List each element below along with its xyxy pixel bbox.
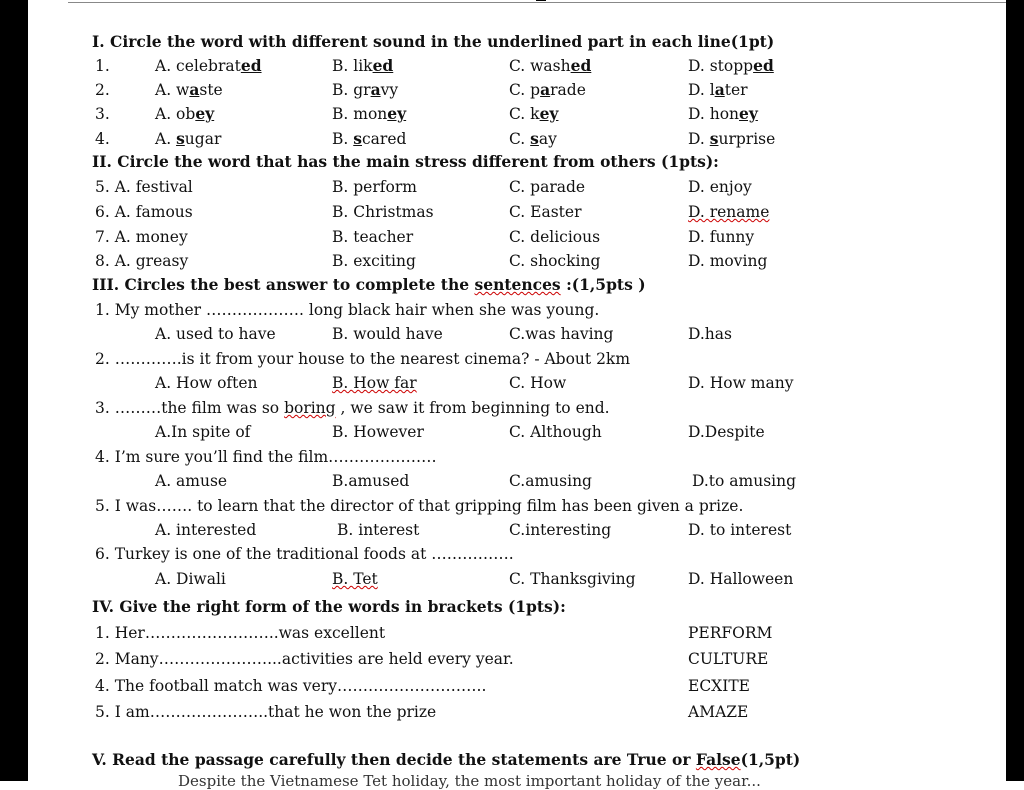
opt-c: C. Although: [509, 423, 602, 441]
s2-opt-d: D. moving: [688, 252, 768, 270]
s3-question-2: [28, 347, 1006, 371]
section-2-heading-text: II. Circle the word that has the main stress different from others (1pts):: [92, 152, 719, 171]
s1-opt-a: A. waste: [155, 80, 223, 99]
question-text: 1. My mother ………………. long black hair when she was young.: [95, 301, 600, 319]
opt-a: A. used to have: [155, 325, 276, 343]
s2-opt-a: 8. A. greasy: [95, 252, 189, 270]
s2-opt-b: B. Christmas: [332, 203, 434, 221]
section-2-heading: [28, 150, 1006, 174]
top-border-line: [68, 2, 1006, 3]
s4-row-4: [28, 700, 1006, 724]
s2-row-6: [28, 200, 1006, 224]
opt-d: D.to amusing: [692, 472, 797, 490]
section-3-heading-text: III. Circles the best answer to complete the sentences :(1,5pts ): [92, 275, 646, 294]
question-text: 6. Turkey is one of the traditional foods at …………….: [95, 545, 514, 563]
s4-bracket-word: CULTURE: [688, 650, 769, 668]
opt-a: A. interested: [155, 521, 257, 539]
s1-row-4: [28, 127, 1006, 151]
s1-row-num: 4.: [95, 130, 110, 148]
s2-opt-b: B. exciting: [332, 252, 416, 270]
s2-row-8: [28, 249, 1006, 273]
s1-row-3: [28, 102, 1006, 126]
s1-opt-d: D. honey: [688, 104, 758, 123]
s2-opt-a: 6. A. famous: [95, 203, 193, 221]
left-black-margin: [0, 0, 28, 781]
opt-b: B. However: [332, 423, 424, 441]
s3-q4-options: [28, 469, 1006, 493]
s3-question-1: [28, 298, 1006, 322]
s2-opt-a: 7. A. money: [95, 228, 188, 246]
s3-question-3: [28, 396, 1006, 420]
opt-d: D. How many: [688, 374, 794, 392]
s1-opt-b: B. scared: [332, 129, 407, 148]
cut-off-passage-line: Despite the Vietnamese Tet holiday, the most important holiday of the year...: [178, 772, 761, 790]
section-5-heading-text: V. Read the passage carefully then decide the statements are True or False(1,5pt): [92, 750, 801, 769]
opt-b: B. would have: [332, 325, 443, 343]
s2-opt-b: B. teacher: [332, 228, 414, 246]
s1-opt-c: C. say: [509, 129, 557, 148]
section-4-heading-text: IV. Give the right form of the words in brackets (1pts):: [92, 597, 566, 616]
s4-row-3: [28, 674, 1006, 698]
section-3-heading: [28, 273, 1006, 297]
opt-d: D. to interest: [688, 521, 792, 539]
opt-a: A. How often: [155, 374, 258, 392]
section-5-heading: [28, 748, 1006, 772]
s1-opt-c: C. washed: [509, 56, 592, 75]
opt-b: B.amused: [332, 472, 410, 490]
opt-c: C.amusing: [509, 472, 592, 490]
s2-opt-c: C. parade: [509, 178, 586, 196]
s3-q5-options: [28, 518, 1006, 542]
s1-opt-a: A. celebrated: [155, 56, 262, 75]
s2-opt-c: C. shocking: [509, 252, 601, 270]
question-text: 5. I was……. to learn that the director of that gripping film has been given a prize.: [95, 497, 744, 515]
opt-c: C.interesting: [509, 521, 612, 539]
section-4-heading: [28, 595, 1006, 619]
s4-bracket-word: AMAZE: [688, 703, 749, 721]
s2-row-7: [28, 225, 1006, 249]
s1-opt-b: B. liked: [332, 56, 394, 75]
s2-opt-b: B. perform: [332, 178, 417, 196]
s1-opt-c: C. key: [509, 104, 559, 123]
s3-question-5: [28, 494, 1006, 518]
s4-bracket-word: ECXITE: [688, 677, 750, 695]
s1-opt-b: B. money: [332, 104, 407, 123]
s1-opt-c: C. parade: [509, 80, 586, 99]
s3-question-6: [28, 542, 1006, 566]
right-black-margin: [1006, 0, 1024, 781]
opt-d: D.Despite: [688, 423, 765, 441]
s2-opt-d: D. enjoy: [688, 178, 752, 196]
opt-b: B. interest: [337, 521, 420, 539]
s4-sentence: 5. I am…………………..that he won the prize: [95, 703, 437, 721]
s4-row-2: [28, 647, 1006, 671]
s2-opt-c: C. Easter: [509, 203, 582, 221]
opt-b: B. Tet: [332, 570, 378, 588]
opt-c: C. How: [509, 374, 567, 392]
s4-row-1: [28, 621, 1006, 645]
s1-row-num: 2.: [95, 81, 110, 99]
s2-opt-c: C. delicious: [509, 228, 601, 246]
opt-a: A. amuse: [155, 472, 228, 490]
s3-q3-options: [28, 420, 1006, 444]
s1-row-num: 3.: [95, 105, 110, 123]
s1-row-num: 1.: [95, 57, 110, 75]
question-text: 4. I’m sure you’ll find the film…………………: [95, 448, 437, 466]
s4-bracket-word: PERFORM: [688, 624, 773, 642]
opt-a: A.In spite of: [155, 423, 251, 441]
question-text: 3. ………the film was so boring , we saw it from beginning to end.: [95, 399, 610, 417]
opt-c: C. Thanksgiving: [509, 570, 636, 588]
opt-a: A. Diwali: [155, 570, 226, 588]
s2-opt-d: D. rename: [688, 203, 770, 221]
s1-row-1: [28, 54, 1006, 78]
s1-row-2: [28, 78, 1006, 102]
s4-sentence: 1. Her……………………..was excellent: [95, 624, 386, 642]
s3-q2-options: [28, 371, 1006, 395]
s3-question-4: [28, 445, 1006, 469]
s3-q6-options: [28, 567, 1006, 591]
s1-opt-d: D. surprise: [688, 129, 776, 148]
s4-sentence: 2. Many…………………...activities are held every year.: [95, 650, 514, 668]
section-1-heading: [28, 30, 1006, 54]
question-text: 2. ………….is it from your house to the nearest cinema? - About 2km: [95, 350, 631, 368]
opt-d: D. Halloween: [688, 570, 794, 588]
worksheet-page: [28, 0, 1006, 790]
opt-b: B. How far: [332, 374, 417, 392]
s4-sentence: 4. The football match was very………………………..: [95, 677, 487, 695]
section-1-heading-text: I. Circle the word with different sound in the underlined part in each line(1pt): [92, 32, 775, 51]
top-mark: [536, 0, 546, 1]
s1-opt-d: D. later: [688, 80, 748, 99]
opt-d: D.has: [688, 325, 732, 343]
s2-opt-a: 5. A. festival: [95, 178, 193, 196]
s1-opt-b: B. gravy: [332, 80, 399, 99]
s1-opt-d: D. stopped: [688, 56, 774, 75]
s2-opt-d: D. funny: [688, 228, 755, 246]
s1-opt-a: A. sugar: [155, 129, 222, 148]
s1-opt-a: A. obey: [155, 104, 215, 123]
s3-q1-options: [28, 322, 1006, 346]
opt-c: C.was having: [509, 325, 614, 343]
s2-row-5: [28, 175, 1006, 199]
